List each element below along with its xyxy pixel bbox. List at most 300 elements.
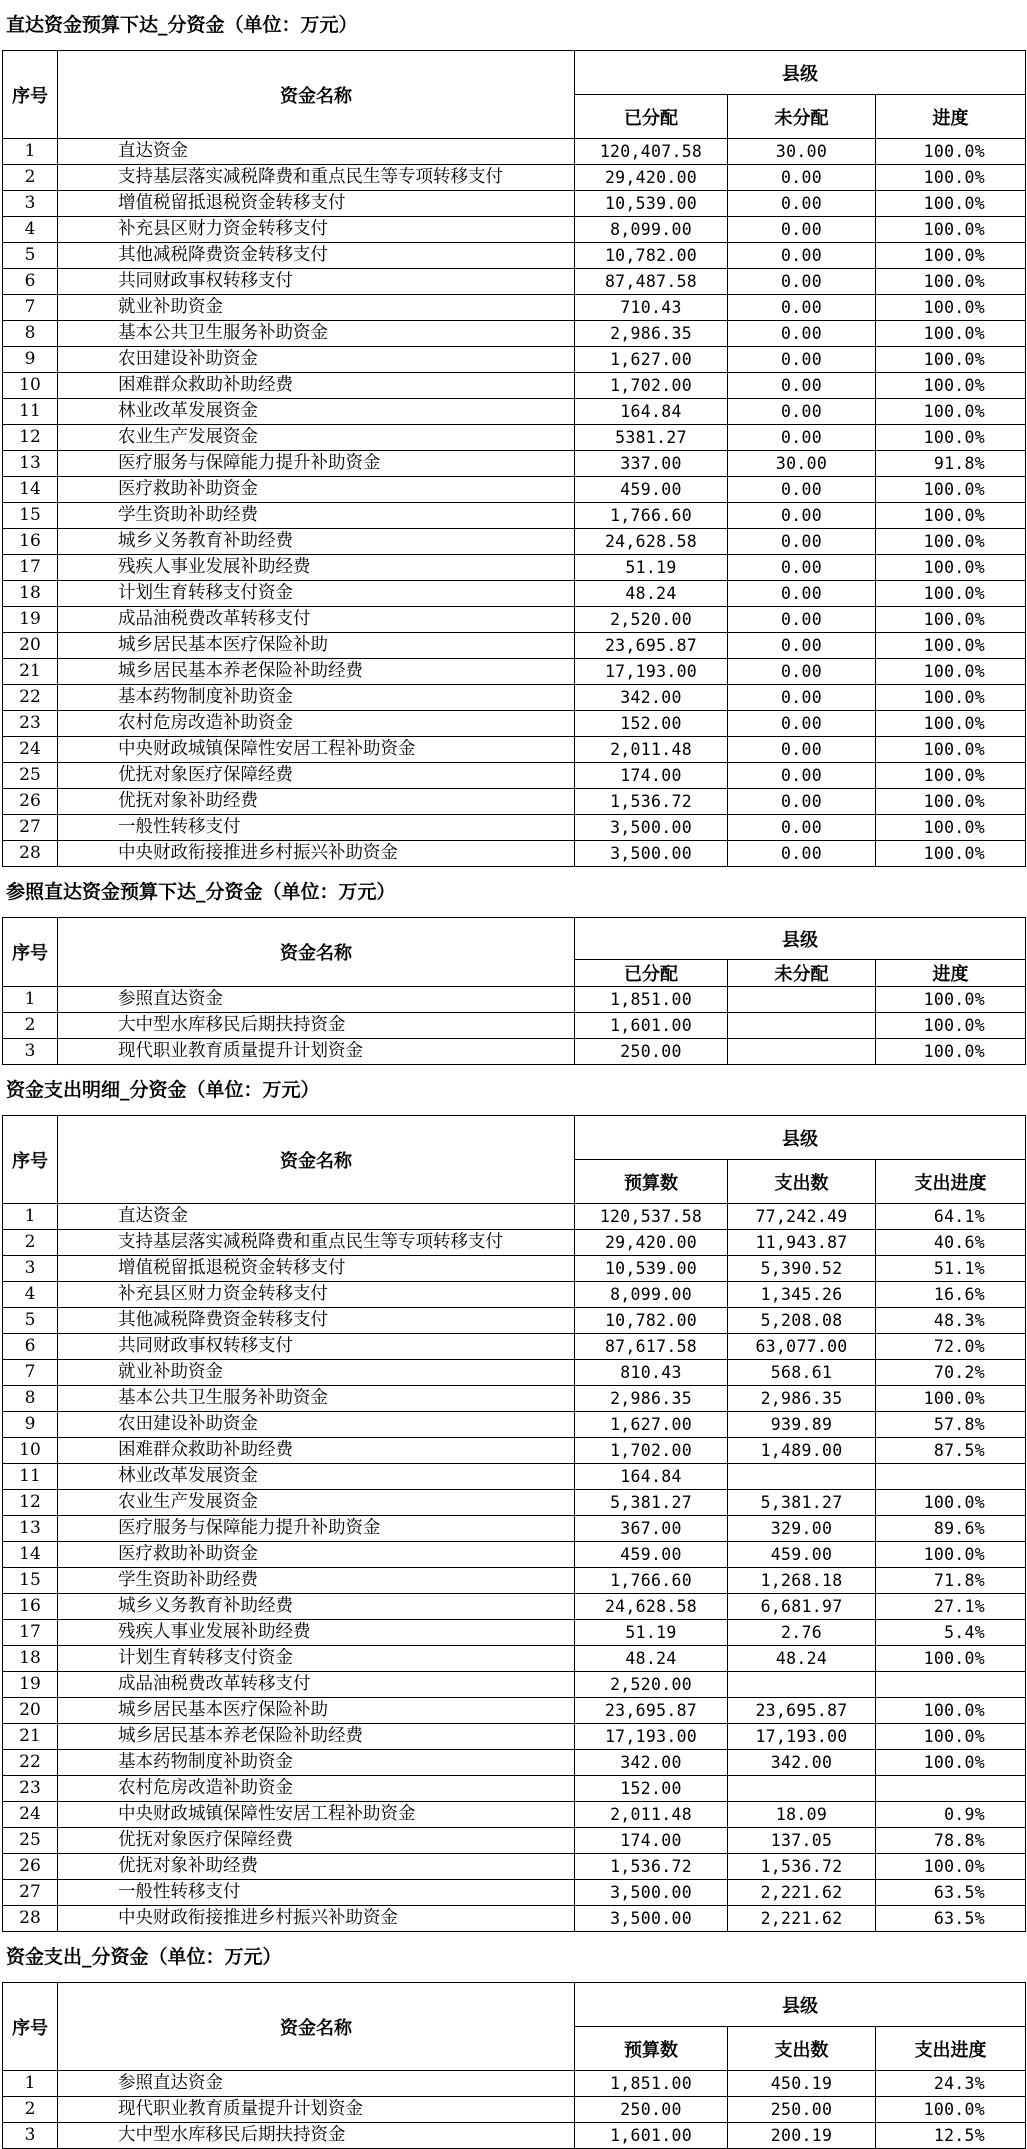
table-row — [3, 1256, 1026, 1282]
cell-index: 2 — [3, 1230, 58, 1256]
cell-index: 10 — [3, 373, 58, 399]
cell-index: 15 — [3, 503, 58, 529]
cell-col2: 0.00 — [728, 477, 876, 503]
table-row — [3, 1039, 1026, 1065]
cell-col1: 87,487.58 — [575, 269, 728, 295]
cell-col1: 1,702.00 — [575, 1438, 728, 1464]
table-reference-direct-funds-budget — [2, 917, 1026, 1065]
cell-col1: 10,782.00 — [575, 243, 728, 269]
cell-index: 2 — [3, 165, 58, 191]
cell-col3: 72.0% — [876, 1334, 1026, 1360]
cell-index: 1 — [3, 139, 58, 165]
cell-col3: 100.0% — [876, 633, 1026, 659]
cell-col3: 100.0% — [876, 347, 1026, 373]
cell-fund-name: 优抚对象补助经费 — [58, 1854, 575, 1880]
cell-col2: 137.05 — [728, 1828, 876, 1854]
cell-col3: 78.8% — [876, 1828, 1026, 1854]
table-row — [3, 1568, 1026, 1594]
cell-fund-name: 医疗救助补助资金 — [58, 477, 575, 503]
table-row — [3, 1360, 1026, 1386]
cell-col2: 459.00 — [728, 1542, 876, 1568]
cell-col3: 100.0% — [876, 789, 1026, 815]
cell-col2 — [728, 1013, 876, 1039]
cell-col1: 459.00 — [575, 1542, 728, 1568]
table-row — [3, 711, 1026, 737]
cell-fund-name: 增值税留抵退税资金转移支付 — [58, 1256, 575, 1282]
header-index: 序号 — [3, 918, 58, 987]
cell-index: 1 — [3, 2071, 58, 2097]
cell-col2: 0.00 — [728, 243, 876, 269]
cell-col3: 48.3% — [876, 1308, 1026, 1334]
cell-fund-name: 就业补助资金 — [58, 295, 575, 321]
cell-fund-name: 直达资金 — [58, 139, 575, 165]
table-row — [3, 1750, 1026, 1776]
cell-col3: 100.0% — [876, 1646, 1026, 1672]
cell-col3: 89.6% — [876, 1516, 1026, 1542]
table-row — [3, 1204, 1026, 1230]
cell-col2: 30.00 — [728, 139, 876, 165]
cell-col1: 8,099.00 — [575, 1282, 728, 1308]
cell-col3: 100.0% — [876, 1698, 1026, 1724]
cell-col1: 24,628.58 — [575, 529, 728, 555]
table-row — [3, 1516, 1026, 1542]
cell-fund-name: 林业改革发展资金 — [58, 399, 575, 425]
cell-col3: 63.5% — [876, 1906, 1026, 1932]
header-unallocated: 未分配 — [728, 960, 876, 987]
table-row — [3, 1620, 1026, 1646]
cell-col1: 120,407.58 — [575, 139, 728, 165]
cell-col3: 100.0% — [876, 815, 1026, 841]
cell-col2: 0.00 — [728, 425, 876, 451]
table-row — [3, 555, 1026, 581]
cell-col2: 0.00 — [728, 373, 876, 399]
cell-fund-name: 基本药物制度补助资金 — [58, 685, 575, 711]
cell-index: 5 — [3, 1308, 58, 1334]
cell-index: 15 — [3, 1568, 58, 1594]
cell-col1: 2,520.00 — [575, 1672, 728, 1698]
table-row — [3, 503, 1026, 529]
table-row — [3, 347, 1026, 373]
cell-fund-name: 一般性转移支付 — [58, 1880, 575, 1906]
cell-fund-name: 农村危房改造补助资金 — [58, 1776, 575, 1802]
cell-fund-name: 残疾人事业发展补助经费 — [58, 1620, 575, 1646]
cell-index: 18 — [3, 1646, 58, 1672]
cell-index: 17 — [3, 1620, 58, 1646]
table-row — [3, 1230, 1026, 1256]
cell-index: 26 — [3, 1854, 58, 1880]
header-expenditure-progress: 支出进度 — [876, 2027, 1026, 2071]
cell-col1: 174.00 — [575, 1828, 728, 1854]
table-row — [3, 1828, 1026, 1854]
cell-col3 — [876, 1776, 1026, 1802]
cell-index: 4 — [3, 1282, 58, 1308]
table-row — [3, 685, 1026, 711]
cell-index: 12 — [3, 1490, 58, 1516]
cell-index: 23 — [3, 1776, 58, 1802]
cell-col3: 100.0% — [876, 841, 1026, 867]
cell-col3: 100.0% — [876, 191, 1026, 217]
cell-col2: 200.19 — [728, 2123, 876, 2149]
cell-col3: 100.0% — [876, 987, 1026, 1013]
cell-index: 20 — [3, 1698, 58, 1724]
cell-fund-name: 基本药物制度补助资金 — [58, 1750, 575, 1776]
cell-col1: 10,539.00 — [575, 1256, 728, 1282]
cell-fund-name: 基本公共卫生服务补助资金 — [58, 321, 575, 347]
cell-col3: 100.0% — [876, 685, 1026, 711]
table-row — [3, 1672, 1026, 1698]
table-body — [3, 987, 1026, 1065]
table-body — [3, 2071, 1026, 2149]
cell-fund-name: 学生资助补助经费 — [58, 503, 575, 529]
header-progress: 进度 — [876, 95, 1026, 139]
cell-col3: 100.0% — [876, 399, 1026, 425]
table-row — [3, 373, 1026, 399]
cell-index: 13 — [3, 1516, 58, 1542]
table-row — [3, 815, 1026, 841]
table-row — [3, 1334, 1026, 1360]
cell-fund-name: 基本公共卫生服务补助资金 — [58, 1386, 575, 1412]
cell-col2: 5,381.27 — [728, 1490, 876, 1516]
cell-fund-name: 中央财政城镇保障性安居工程补助资金 — [58, 737, 575, 763]
cell-fund-name: 计划生育转移支付资金 — [58, 581, 575, 607]
cell-col1: 48.24 — [575, 1646, 728, 1672]
cell-col1: 342.00 — [575, 685, 728, 711]
cell-col2: 0.00 — [728, 841, 876, 867]
cell-col3: 16.6% — [876, 1282, 1026, 1308]
cell-col1: 1,766.60 — [575, 1568, 728, 1594]
cell-col3: 27.1% — [876, 1594, 1026, 1620]
cell-col2: 250.00 — [728, 2097, 876, 2123]
cell-col2: 2,221.62 — [728, 1906, 876, 1932]
cell-col2: 342.00 — [728, 1750, 876, 1776]
cell-col3: 64.1% — [876, 1204, 1026, 1230]
cell-index: 18 — [3, 581, 58, 607]
cell-index: 20 — [3, 633, 58, 659]
cell-col3 — [876, 1672, 1026, 1698]
cell-col1: 2,986.35 — [575, 321, 728, 347]
cell-col1: 3,500.00 — [575, 1906, 728, 1932]
cell-col2: 0.00 — [728, 503, 876, 529]
cell-fund-name: 农村危房改造补助资金 — [58, 711, 575, 737]
cell-index: 8 — [3, 1386, 58, 1412]
cell-col3: 0.9% — [876, 1802, 1026, 1828]
cell-fund-name: 农业生产发展资金 — [58, 425, 575, 451]
cell-index: 17 — [3, 555, 58, 581]
table-row — [3, 1013, 1026, 1039]
cell-col2: 0.00 — [728, 399, 876, 425]
header-county-level: 县级 — [575, 918, 1026, 960]
cell-fund-name: 补充县区财力资金转移支付 — [58, 1282, 575, 1308]
cell-col2: 11,943.87 — [728, 1230, 876, 1256]
cell-col3: 91.8% — [876, 451, 1026, 477]
cell-col3: 70.2% — [876, 1360, 1026, 1386]
cell-index: 22 — [3, 1750, 58, 1776]
cell-col3: 87.5% — [876, 1438, 1026, 1464]
cell-fund-name: 学生资助补助经费 — [58, 1568, 575, 1594]
cell-col3: 12.5% — [876, 2123, 1026, 2149]
cell-col3: 100.0% — [876, 581, 1026, 607]
cell-col3: 100.0% — [876, 529, 1026, 555]
cell-index: 22 — [3, 685, 58, 711]
cell-index: 28 — [3, 841, 58, 867]
cell-col3: 100.0% — [876, 1039, 1026, 1065]
cell-col2: 0.00 — [728, 269, 876, 295]
cell-fund-name: 中央财政城镇保障性安居工程补助资金 — [58, 1802, 575, 1828]
cell-col2: 2.76 — [728, 1620, 876, 1646]
cell-col2 — [728, 1039, 876, 1065]
cell-col3: 5.4% — [876, 1620, 1026, 1646]
cell-col1: 3,500.00 — [575, 1880, 728, 1906]
cell-fund-name: 其他减税降费资金转移支付 — [58, 1308, 575, 1334]
cell-col2: 0.00 — [728, 607, 876, 633]
cell-col1: 164.84 — [575, 1464, 728, 1490]
cell-col2: 6,681.97 — [728, 1594, 876, 1620]
table-body — [3, 139, 1026, 867]
cell-col1: 29,420.00 — [575, 165, 728, 191]
cell-col1: 1,702.00 — [575, 373, 728, 399]
cell-col1: 2,986.35 — [575, 1386, 728, 1412]
table-row — [3, 217, 1026, 243]
table-row — [3, 1490, 1026, 1516]
cell-col3: 100.0% — [876, 711, 1026, 737]
cell-fund-name: 农田建设补助资金 — [58, 347, 575, 373]
cell-index: 10 — [3, 1438, 58, 1464]
cell-col2: 18.09 — [728, 1802, 876, 1828]
table-row — [3, 529, 1026, 555]
cell-fund-name: 参照直达资金 — [58, 2071, 575, 2097]
header-unallocated: 未分配 — [728, 95, 876, 139]
cell-col2: 1,536.72 — [728, 1854, 876, 1880]
cell-col1: 1,536.72 — [575, 1854, 728, 1880]
table-row — [3, 451, 1026, 477]
cell-col2: 77,242.49 — [728, 1204, 876, 1230]
table-fund-expenditure-detail — [2, 1115, 1026, 1932]
cell-col3: 57.8% — [876, 1412, 1026, 1438]
cell-fund-name: 成品油税费改革转移支付 — [58, 1672, 575, 1698]
cell-fund-name: 中央财政衔接推进乡村振兴补助资金 — [58, 841, 575, 867]
cell-fund-name: 共同财政事权转移支付 — [58, 1334, 575, 1360]
cell-index: 3 — [3, 1256, 58, 1282]
cell-col1: 1,851.00 — [575, 987, 728, 1013]
cell-col3: 71.8% — [876, 1568, 1026, 1594]
cell-index: 9 — [3, 347, 58, 373]
table-row — [3, 581, 1026, 607]
header-county-level: 县级 — [575, 1983, 1026, 2027]
cell-col1: 250.00 — [575, 2097, 728, 2123]
header-index: 序号 — [3, 1983, 58, 2071]
cell-col2: 2,221.62 — [728, 1880, 876, 1906]
header-fund-name: 资金名称 — [58, 1983, 575, 2071]
cell-col1: 120,537.58 — [575, 1204, 728, 1230]
cell-col1: 1,627.00 — [575, 347, 728, 373]
cell-col2: 0.00 — [728, 685, 876, 711]
table-row — [3, 1880, 1026, 1906]
table-row — [3, 763, 1026, 789]
table-row — [3, 2071, 1026, 2097]
cell-fund-name: 农田建设补助资金 — [58, 1412, 575, 1438]
cell-col3: 100.0% — [876, 217, 1026, 243]
cell-fund-name: 优抚对象医疗保障经费 — [58, 1828, 575, 1854]
table-row — [3, 1386, 1026, 1412]
cell-index: 3 — [3, 191, 58, 217]
table-row — [3, 1542, 1026, 1568]
cell-fund-name: 林业改革发展资金 — [58, 1464, 575, 1490]
cell-index: 23 — [3, 711, 58, 737]
table-row — [3, 1906, 1026, 1932]
cell-col1: 23,695.87 — [575, 633, 728, 659]
table-row — [3, 737, 1026, 763]
cell-fund-name: 其他减税降费资金转移支付 — [58, 243, 575, 269]
table-row — [3, 1308, 1026, 1334]
table-row — [3, 841, 1026, 867]
header-allocated: 已分配 — [575, 95, 728, 139]
cell-fund-name: 大中型水库移民后期扶持资金 — [58, 1013, 575, 1039]
cell-col2: 0.00 — [728, 633, 876, 659]
cell-col1: 5,381.27 — [575, 1490, 728, 1516]
cell-col2: 0.00 — [728, 295, 876, 321]
cell-col3: 100.0% — [876, 1542, 1026, 1568]
cell-col2 — [728, 1464, 876, 1490]
header-progress: 进度 — [876, 960, 1026, 987]
cell-col3: 100.0% — [876, 295, 1026, 321]
cell-col1: 2,520.00 — [575, 607, 728, 633]
cell-col1: 152.00 — [575, 1776, 728, 1802]
cell-fund-name: 城乡居民基本养老保险补助经费 — [58, 1724, 575, 1750]
cell-col1: 459.00 — [575, 477, 728, 503]
cell-col1: 2,011.48 — [575, 1802, 728, 1828]
cell-col2: 30.00 — [728, 451, 876, 477]
cell-fund-name: 增值税留抵退税资金转移支付 — [58, 191, 575, 217]
cell-col2 — [728, 1672, 876, 1698]
cell-col2: 23,695.87 — [728, 1698, 876, 1724]
header-fund-name: 资金名称 — [58, 918, 575, 987]
cell-col3: 100.0% — [876, 165, 1026, 191]
cell-col1: 5381.27 — [575, 425, 728, 451]
cell-col1: 337.00 — [575, 451, 728, 477]
cell-col1: 710.43 — [575, 295, 728, 321]
cell-col1: 10,539.00 — [575, 191, 728, 217]
cell-col3: 100.0% — [876, 607, 1026, 633]
cell-col2: 0.00 — [728, 581, 876, 607]
cell-col3: 100.0% — [876, 2097, 1026, 2123]
cell-col1: 1,766.60 — [575, 503, 728, 529]
cell-col3: 100.0% — [876, 1750, 1026, 1776]
cell-fund-name: 补充县区财力资金转移支付 — [58, 217, 575, 243]
cell-index: 16 — [3, 1594, 58, 1620]
section-title-4: 资金支出_分资金（单位：万元） — [6, 1946, 282, 1968]
cell-col1: 48.24 — [575, 581, 728, 607]
cell-col3: 100.0% — [876, 1490, 1026, 1516]
cell-col3: 100.0% — [876, 373, 1026, 399]
cell-col1: 1,601.00 — [575, 1013, 728, 1039]
cell-index: 7 — [3, 1360, 58, 1386]
cell-fund-name: 城乡居民基本养老保险补助经费 — [58, 659, 575, 685]
cell-col3: 100.0% — [876, 321, 1026, 347]
cell-col3: 24.3% — [876, 2071, 1026, 2097]
table-direct-funds-budget — [2, 50, 1026, 867]
cell-col3 — [876, 1464, 1026, 1490]
cell-index: 27 — [3, 1880, 58, 1906]
cell-index: 14 — [3, 1542, 58, 1568]
cell-col3: 100.0% — [876, 1854, 1026, 1880]
cell-fund-name: 计划生育转移支付资金 — [58, 1646, 575, 1672]
cell-index: 24 — [3, 737, 58, 763]
cell-col2: 450.19 — [728, 2071, 876, 2097]
cell-col2 — [728, 1776, 876, 1802]
table-row — [3, 1412, 1026, 1438]
cell-col2: 0.00 — [728, 529, 876, 555]
cell-fund-name: 共同财政事权转移支付 — [58, 269, 575, 295]
cell-col1: 24,628.58 — [575, 1594, 728, 1620]
table-row — [3, 1698, 1026, 1724]
cell-index: 11 — [3, 1464, 58, 1490]
table-row — [3, 2123, 1026, 2149]
table-row — [3, 1724, 1026, 1750]
table-row — [3, 789, 1026, 815]
cell-col2: 0.00 — [728, 763, 876, 789]
cell-col1: 51.19 — [575, 1620, 728, 1646]
cell-col1: 3,500.00 — [575, 841, 728, 867]
table-row — [3, 321, 1026, 347]
cell-col1: 1,851.00 — [575, 2071, 728, 2097]
cell-col2: 0.00 — [728, 711, 876, 737]
cell-col2 — [728, 987, 876, 1013]
cell-col1: 1,536.72 — [575, 789, 728, 815]
cell-index: 5 — [3, 243, 58, 269]
table-body — [3, 1204, 1026, 1932]
cell-col3: 100.0% — [876, 763, 1026, 789]
cell-index: 6 — [3, 269, 58, 295]
cell-col1: 152.00 — [575, 711, 728, 737]
header-index: 序号 — [3, 1116, 58, 1204]
header-expenditure-progress: 支出进度 — [876, 1160, 1026, 1204]
cell-col2: 939.89 — [728, 1412, 876, 1438]
cell-index: 3 — [3, 2123, 58, 2149]
cell-col3: 100.0% — [876, 477, 1026, 503]
cell-col3: 100.0% — [876, 1013, 1026, 1039]
cell-col2: 0.00 — [728, 659, 876, 685]
header-fund-name: 资金名称 — [58, 1116, 575, 1204]
cell-col2: 0.00 — [728, 815, 876, 841]
cell-index: 21 — [3, 659, 58, 685]
table-row — [3, 1282, 1026, 1308]
table-row — [3, 399, 1026, 425]
cell-col3: 100.0% — [876, 555, 1026, 581]
cell-index: 3 — [3, 1039, 58, 1065]
cell-index: 2 — [3, 2097, 58, 2123]
table-row — [3, 1854, 1026, 1880]
cell-col2: 0.00 — [728, 191, 876, 217]
table-row — [3, 425, 1026, 451]
cell-col2: 1,489.00 — [728, 1438, 876, 1464]
table-row — [3, 1438, 1026, 1464]
cell-col1: 367.00 — [575, 1516, 728, 1542]
cell-index: 13 — [3, 451, 58, 477]
cell-col3: 100.0% — [876, 659, 1026, 685]
table-row — [3, 2097, 1026, 2123]
cell-col1: 164.84 — [575, 399, 728, 425]
cell-col2: 568.61 — [728, 1360, 876, 1386]
cell-index: 4 — [3, 217, 58, 243]
cell-col2: 63,077.00 — [728, 1334, 876, 1360]
cell-col2: 5,390.52 — [728, 1256, 876, 1282]
table-row — [3, 139, 1026, 165]
table-row — [3, 1594, 1026, 1620]
section-title-3: 资金支出明细_分资金（单位：万元） — [6, 1079, 320, 1101]
cell-col2: 0.00 — [728, 789, 876, 815]
cell-col3: 100.0% — [876, 243, 1026, 269]
cell-index: 11 — [3, 399, 58, 425]
